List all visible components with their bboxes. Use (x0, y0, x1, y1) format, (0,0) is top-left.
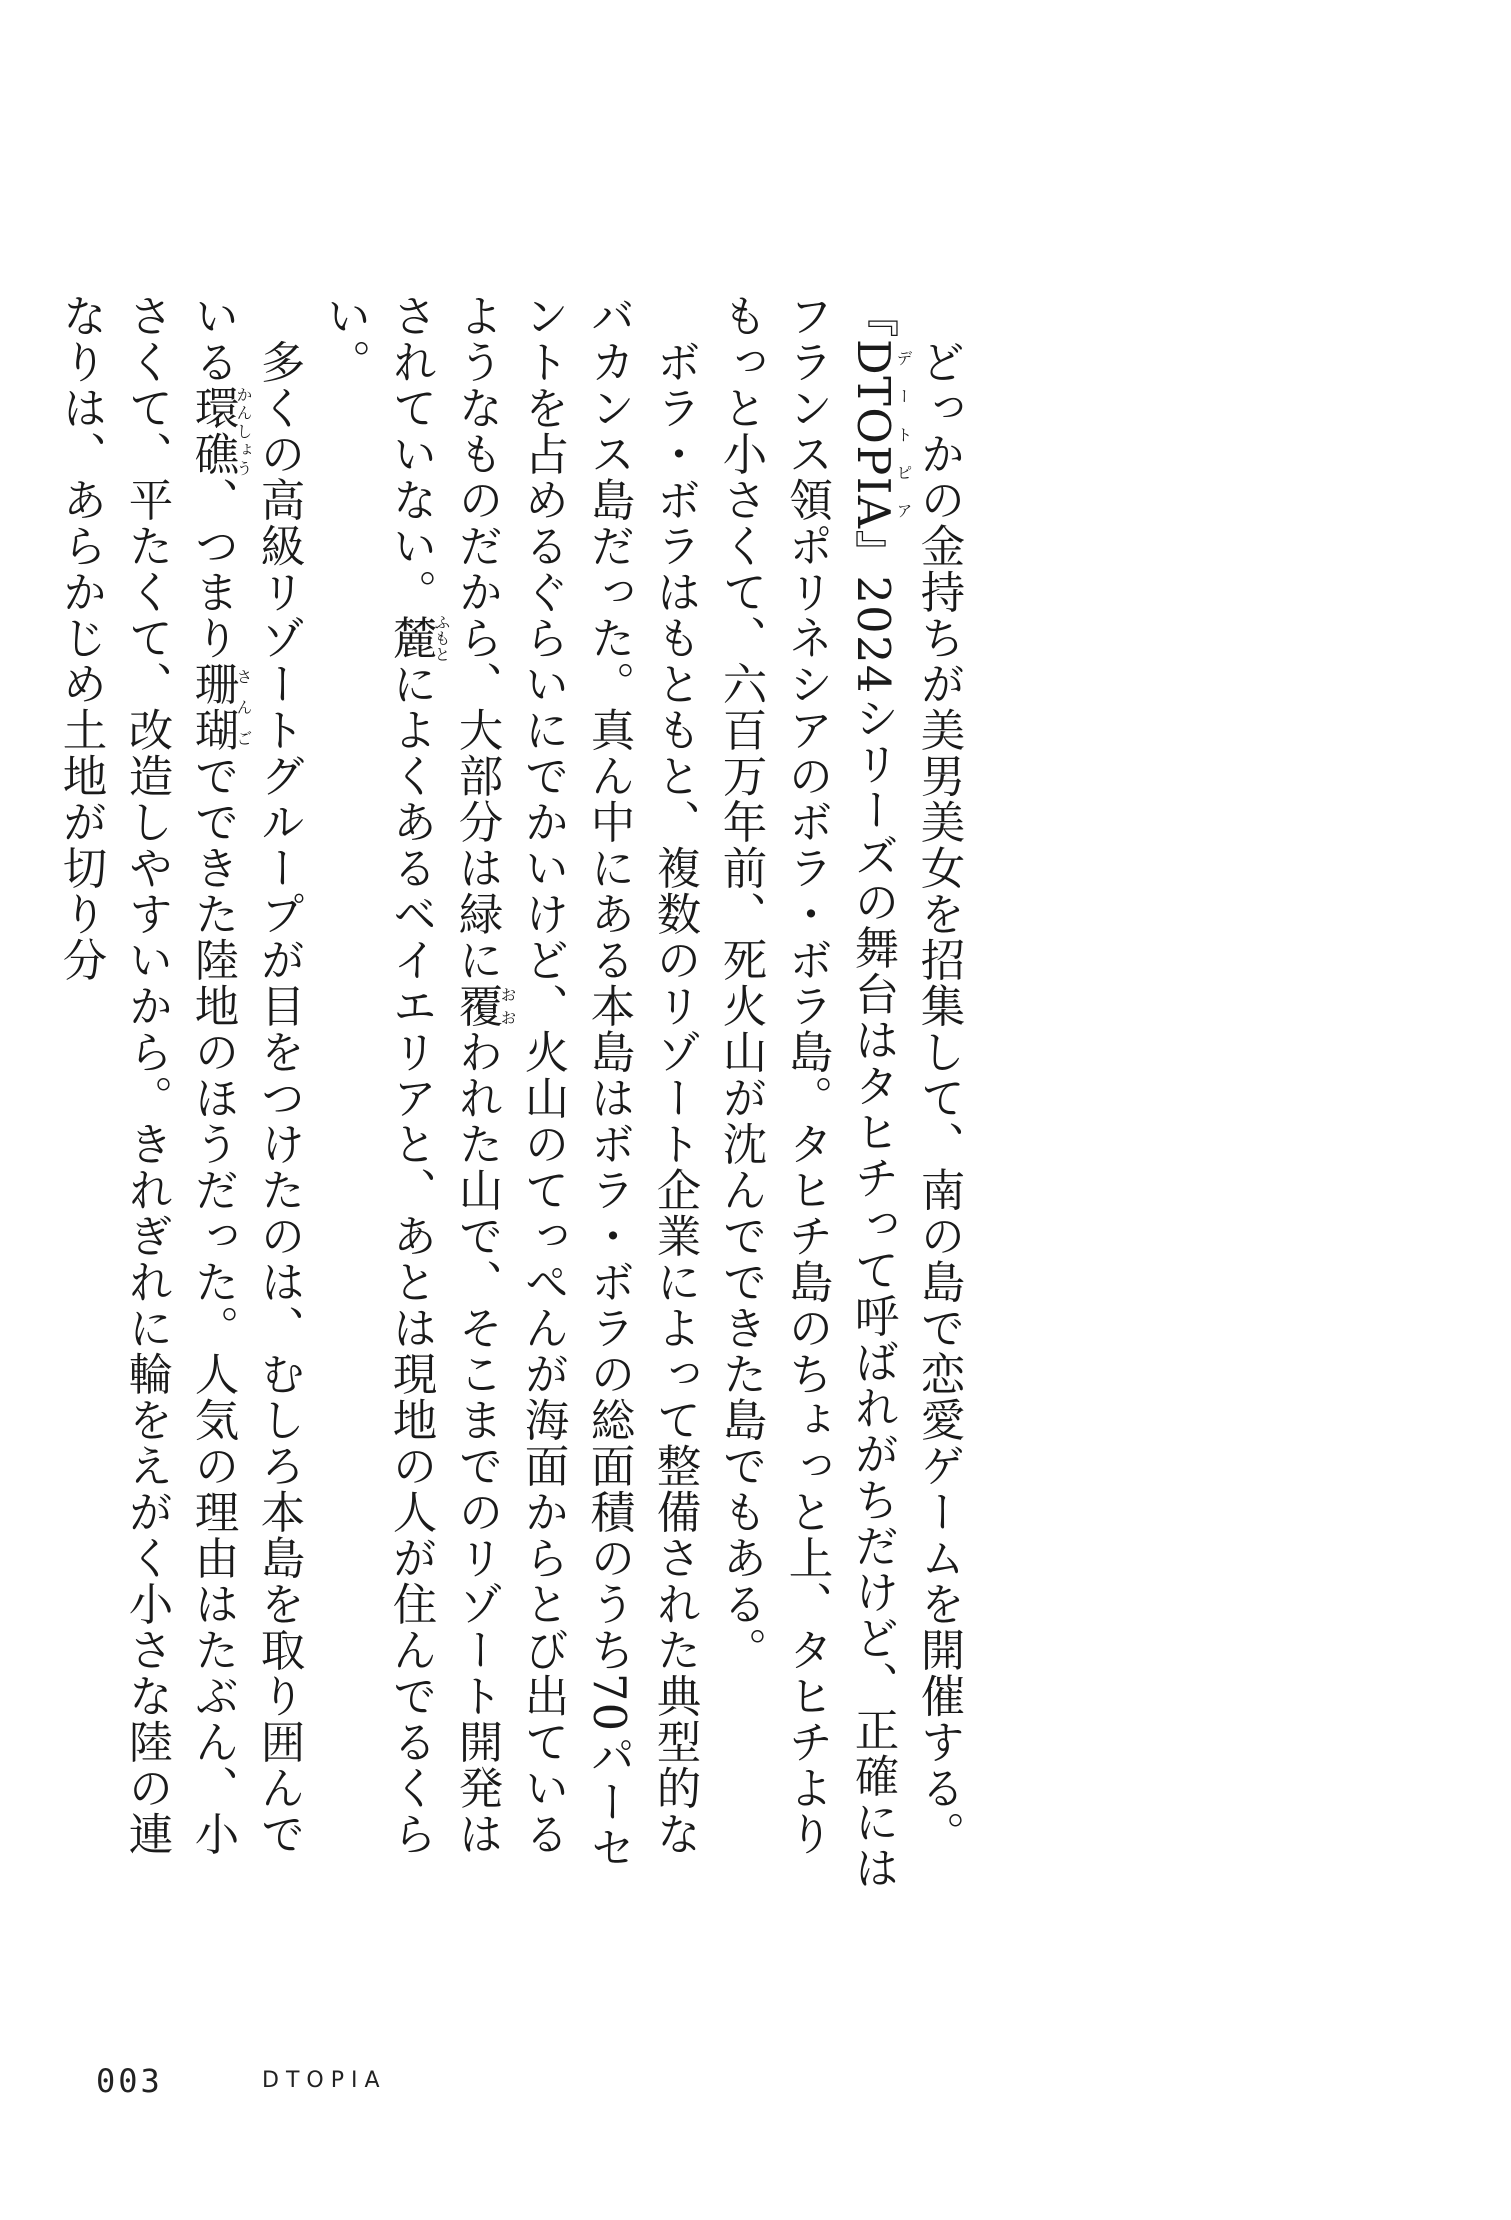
title-ruby-reading: デートピア (894, 339, 913, 530)
ruby-oo (451, 983, 517, 1029)
ruby-sango-base: 珊瑚 (187, 661, 238, 753)
ruby-fumoto-reading: ふもと (432, 614, 451, 662)
ruby-sango (187, 661, 253, 753)
running-title: DTOPIA (262, 2068, 387, 2093)
ruby-kanshou (187, 385, 253, 477)
ruby-oo-base: 覆 (451, 983, 502, 1029)
paragraph-1-text-a: どっかの金持ちが美男美女を招集して、南の島で恋愛ゲームを開催する。『 (847, 293, 964, 1857)
ruby-sango-reading: さんご (234, 661, 253, 753)
paragraph-2-text-a: ボラ・ボラはもともと、複数のリゾート企業によって整備された典型的なバカンス島だった。真ん中にある本島はボラ・ボラの総面積のうち70パーセントを占めるぐらいにでかいけど、火山のてっぺんが海面からとび出ているようなものだから、大部分は緑に (451, 293, 700, 1871)
page-number: 003 (96, 2062, 163, 2100)
paragraph-2-text-c: によくあるベイエリアと、あとは現地の人が住んでるくらい。 (319, 293, 436, 1857)
ruby-kanshou-base: 環礁 (187, 385, 238, 477)
paragraph-3-text-b: 、つまり (187, 477, 238, 661)
ruby-fumoto (385, 614, 451, 662)
title-dtopia: DTOPIA (847, 339, 898, 530)
ruby-kanshou-reading: かんしょう (234, 385, 253, 477)
ruby-fumoto-base: 麓 (385, 614, 436, 662)
title-ruby (847, 339, 913, 530)
paragraph-3-text-c: でできた陸地のほうだった。人気の理由はたぶん、小さくて、平たくて、改造しやすいから。きれぎれに輪をえがく小さな陸の連なりは、あらかじめ土地が切り分 (55, 293, 238, 1857)
paragraph-1-text-b: 』2024シリーズの舞台はタヒチって呼ばれがちだけど、正確にはフランス領ポリネシアのボラ・ボラ島。タヒチ島のちょっと上、タヒチよりもっと小さくて、六百万年前、死火山が沈んでできた島でもある。 (715, 293, 898, 1891)
paragraph-3-text-a: 多くの高級リゾートグループが目をつけたのは、むしろ本島を取り囲んでいる (187, 293, 304, 1857)
vertical-body-text (47, 293, 971, 1893)
paragraph-2-text-b: われた山で、そこまでのリゾート開発はされていない。 (385, 293, 502, 1857)
paragraph-3 (47, 293, 311, 1893)
paragraph-1 (707, 293, 971, 1893)
ruby-oo-reading: おお (498, 983, 517, 1029)
paragraph-2 (311, 293, 707, 1893)
